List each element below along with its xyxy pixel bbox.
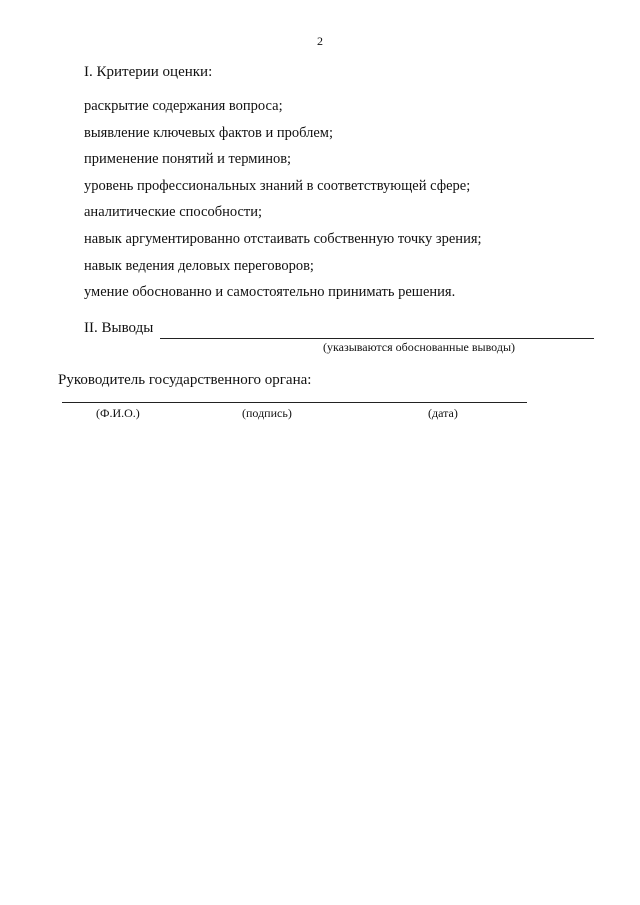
criteria-item: умение обоснованно и самостоятельно принимать решения. (84, 284, 456, 301)
conclusions-fill-line (160, 338, 594, 339)
signature-line (62, 402, 527, 403)
criteria-item: аналитические способности; (84, 204, 263, 221)
criteria-item: навык ведения деловых переговоров; (84, 257, 314, 274)
criteria-item: навык аргументированно отстаивать собственную точку зрения; (84, 230, 482, 247)
criteria-title: I. Критерии оценки: (84, 64, 213, 80)
criteria-item: выявление ключевых фактов и проблем; (84, 124, 334, 141)
criteria-item: раскрытие содержания вопроса; (84, 98, 283, 114)
criteria-item: уровень профессиональных знаний в соответствующей сфере; (84, 177, 471, 194)
caption-date: (дата) (428, 406, 458, 420)
criteria-item: применение понятий и терминов; (84, 151, 292, 168)
head-label: Руководитель государственного органа: (58, 372, 312, 388)
conclusions-hint: (указываются обоснованные выводы) (323, 340, 515, 354)
conclusions-title: II. Выводы (84, 320, 154, 336)
caption-signature: (подпись) (242, 406, 292, 420)
conclusions-block (84, 320, 594, 354)
page-number: 2 (317, 34, 323, 48)
criteria-list (84, 96, 482, 309)
caption-fio: (Ф.И.О.) (96, 406, 140, 420)
